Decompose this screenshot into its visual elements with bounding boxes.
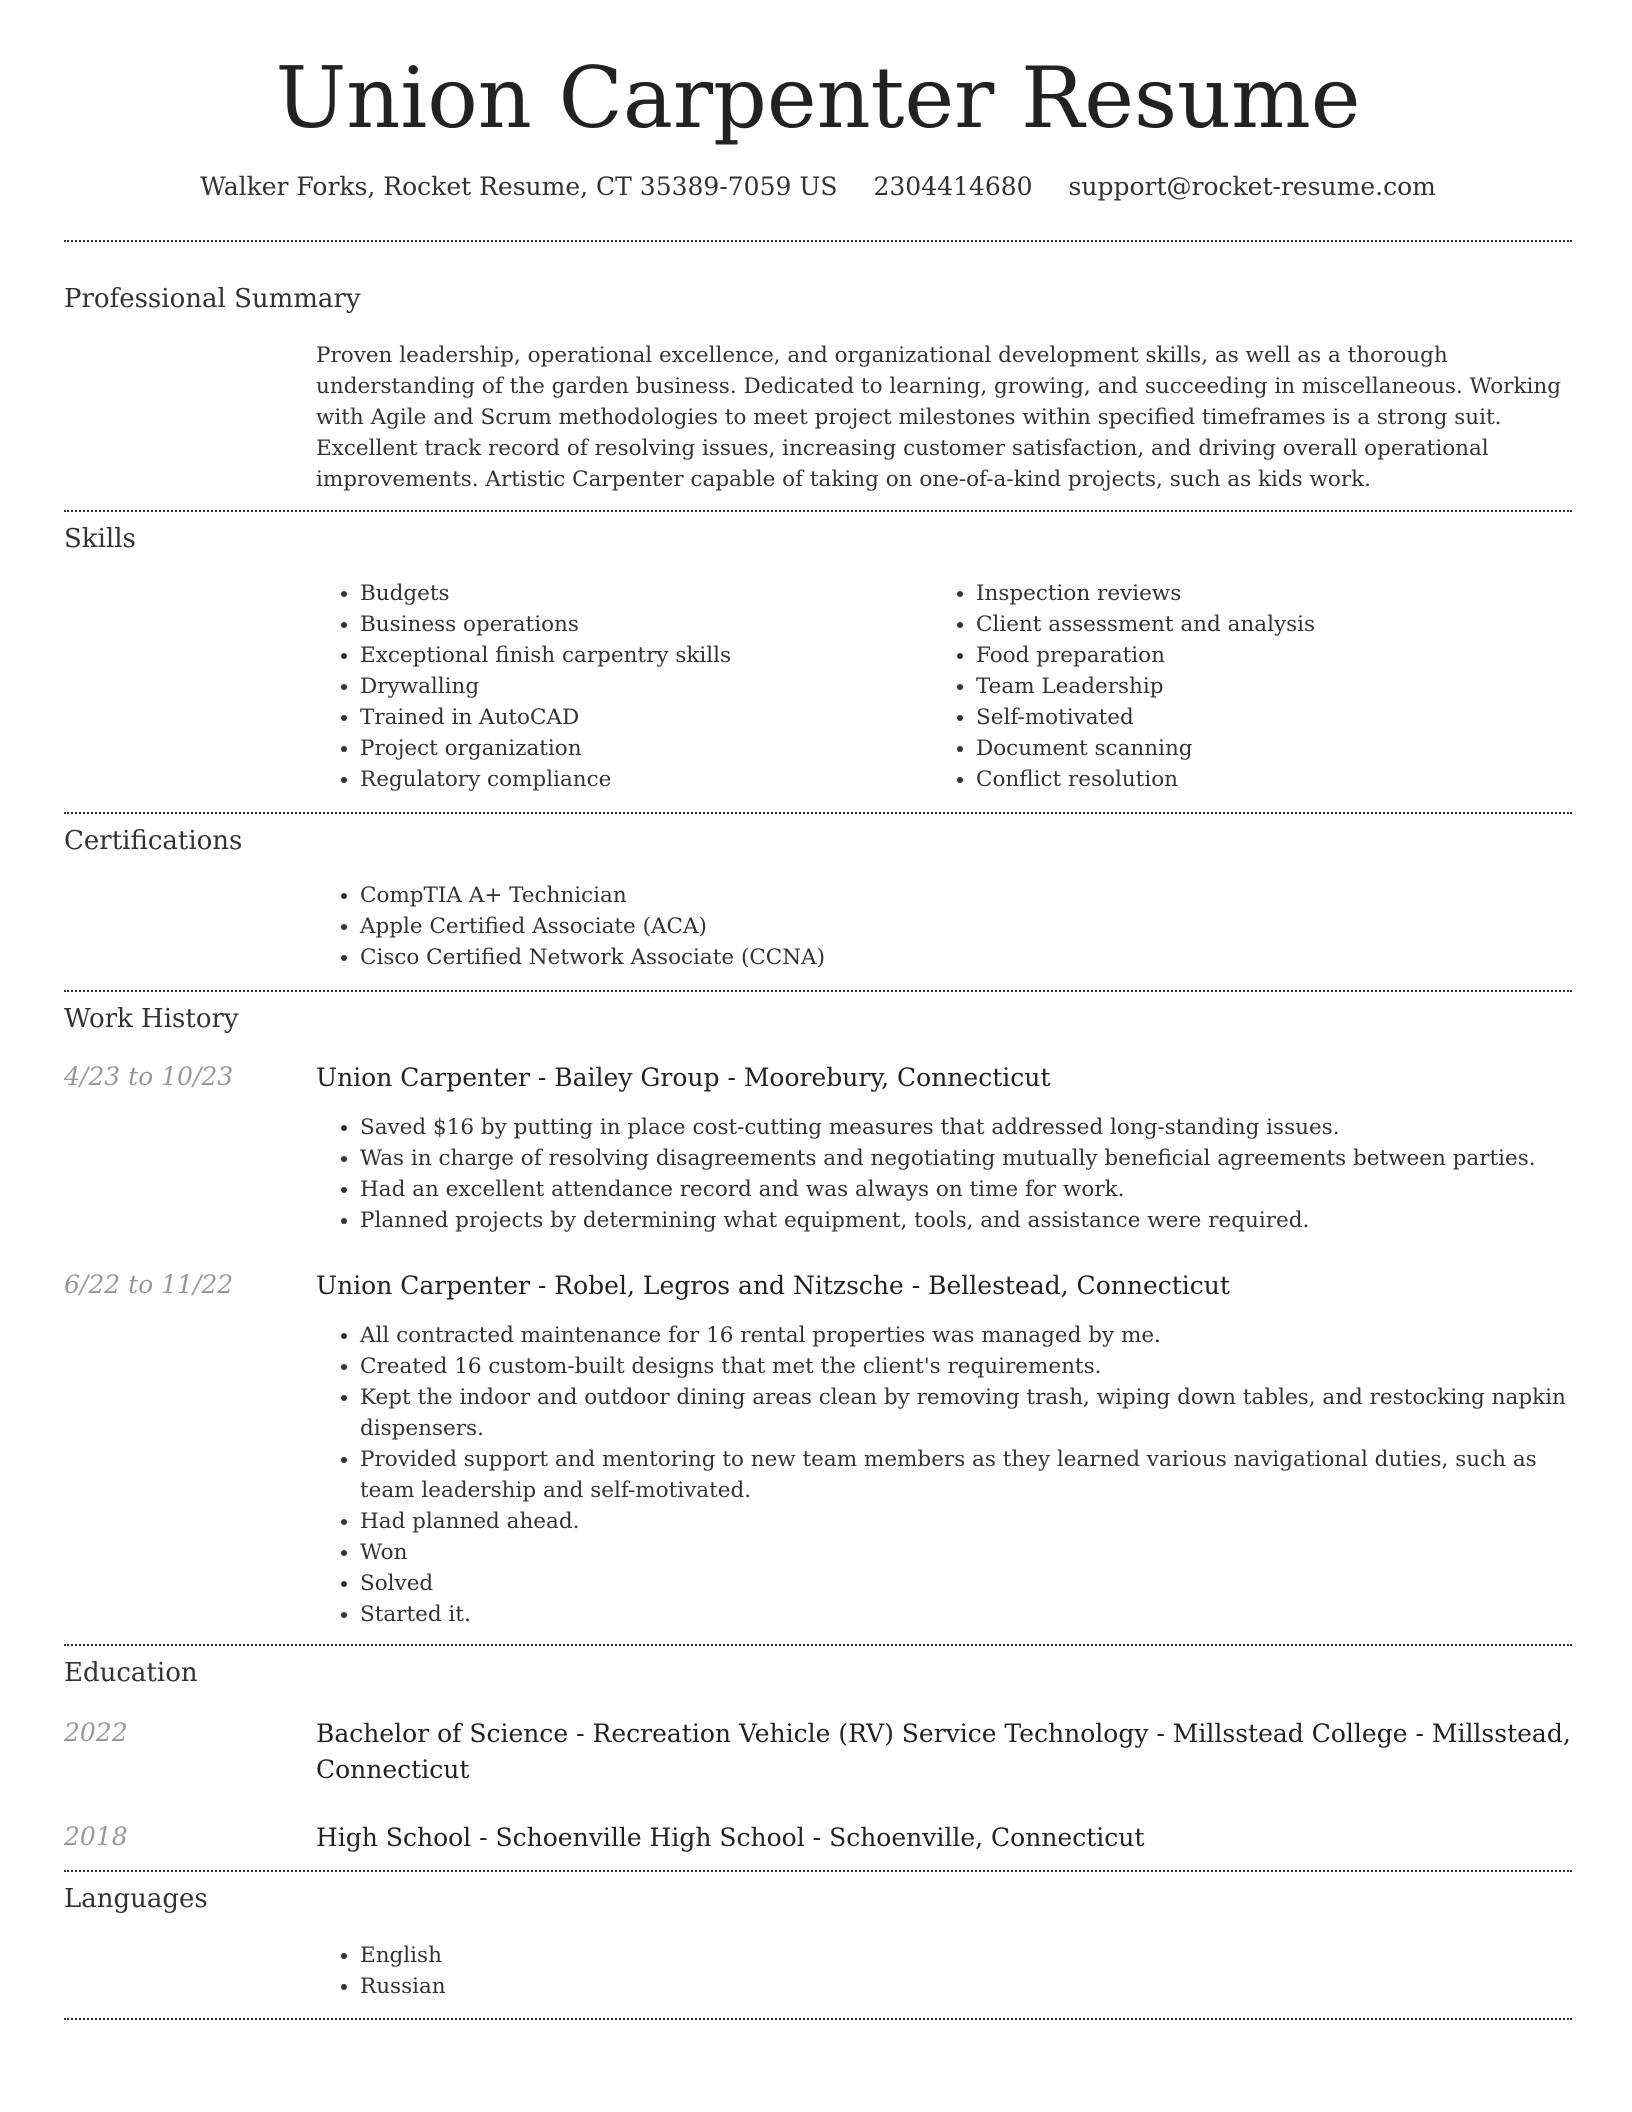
work-heading: Work History [64,1004,239,1034]
skills-heading: Skills [64,524,136,554]
job-title: Union Carpenter - Bailey Group - Moorebury, Connecticut [316,1063,1051,1092]
education-entry [316,1820,1572,1856]
list-item: • Won [360,1537,1572,1568]
skills-list-right [932,578,1572,795]
section-divider [64,240,1572,242]
list-item: • Kept the indoor and outdoor dining areas clean by removing trash, wiping down tables, and restocking napkin dispensers. [360,1382,1572,1444]
list-item: • Food preparation [976,640,1572,671]
languages-list [316,1940,1572,2002]
list-item: • CompTIA A+ Technician [360,880,1572,911]
section-divider [64,990,1572,992]
education-year: 2022 [64,1718,128,1747]
list-item: • Russian [360,1971,1572,2002]
list-item: • Created 16 custom-built designs that met the client's requirements. [360,1351,1572,1382]
education-entry [316,1716,1572,1788]
list-item: • All contracted maintenance for 16 rental properties was managed by me. [360,1320,1572,1351]
resume-page [64,0,1572,2112]
list-item: • Had an excellent attendance record and was always on time for work. [360,1174,1572,1205]
job-title: Union Carpenter - Robel, Legros and Nitzsche - Bellestead, Connecticut [316,1271,1230,1300]
list-item: • Regulatory compliance [360,764,916,795]
list-item: • Trained in AutoCAD [360,702,916,733]
contact-email: support@rocket-resume.com [1068,172,1436,201]
list-item: • Started it. [360,1599,1572,1630]
contact-address: Walker Forks, Rocket Resume, CT 35389-7059 US [200,172,838,201]
certifications-list [316,880,1572,973]
list-item: • Client assessment and analysis [976,609,1572,640]
contact-line [64,172,1572,201]
list-item: • Project organization [360,733,916,764]
list-item: • Saved $16 by putting in place cost-cutting measures that addressed long-standing issues. [360,1112,1572,1143]
list-item: • Exceptional finish carpentry skills [360,640,916,671]
list-item: • Was in charge of resolving disagreements and negotiating mutually beneficial agreements between parties. [360,1143,1572,1174]
education-degree: High School [316,1823,472,1852]
summary-text: Proven leadership, operational excellence, and organizational development skills, as well as a thorough understanding of the garden business. Dedicated to learning, growing, and succeeding in miscellaneous. Working with Agile and Scrum methodologies to meet project milestones within specified timeframes is a strong suit. Excellent track record of resolving issues, increasing customer satisfaction, and driving overall operational improvements. Artistic Carpenter capable of taking on one-of-a-kind projects, such as kids work. [316,343,1561,492]
languages-heading: Languages [64,1884,208,1914]
list-item: • Team Leadership [976,671,1572,702]
education-year: 2018 [64,1822,128,1851]
list-item: • Provided support and mentoring to new team members as they learned various navigational duties, such as team leadership and self-motivated. [360,1444,1572,1506]
education-degree: Bachelor of Science [316,1719,569,1748]
list-item: • Budgets [360,578,916,609]
list-item: • Solved [360,1568,1572,1599]
list-item: • Inspection reviews [976,578,1572,609]
job-dates: 4/23 to 10/23 [64,1062,234,1091]
list-item: • Cisco Certified Network Associate (CCNA) [360,942,1572,973]
section-divider [64,812,1572,814]
section-divider [64,1644,1572,1646]
skills-list-left [316,578,916,795]
certifications-heading: Certifications [64,826,243,856]
list-item: • Self-motivated [976,702,1572,733]
job-dates: 6/22 to 11/22 [64,1270,234,1299]
education-details: - Schoenville High School - Schoenville, Connecticut [471,1823,1145,1852]
list-item: • Apple Certified Associate (ACA) [360,911,1572,942]
education-details: - Recreation Vehicle (RV) Service Technology - Millsstead College - Millsstead, Connecticut [316,1719,1571,1784]
contact-phone: 2304414680 [873,172,1033,201]
list-item: • Planned projects by determining what equipment, tools, and assistance were required. [360,1205,1572,1236]
list-item: • Document scanning [976,733,1572,764]
list-item: • Conflict resolution [976,764,1572,795]
section-divider [64,2018,1572,2020]
education-heading: Education [64,1658,198,1688]
list-item: • Had planned ahead. [360,1506,1572,1537]
list-item: • Business operations [360,609,916,640]
list-item: • Drywalling [360,671,916,702]
section-divider [64,510,1572,512]
list-item: • English [360,1940,1572,1971]
job-bullets [316,1112,1572,1236]
job-bullets [316,1320,1572,1630]
summary-heading: Professional Summary [64,284,361,314]
resume-title: Union Carpenter Resume [275,49,1361,147]
section-divider [64,1870,1572,1872]
